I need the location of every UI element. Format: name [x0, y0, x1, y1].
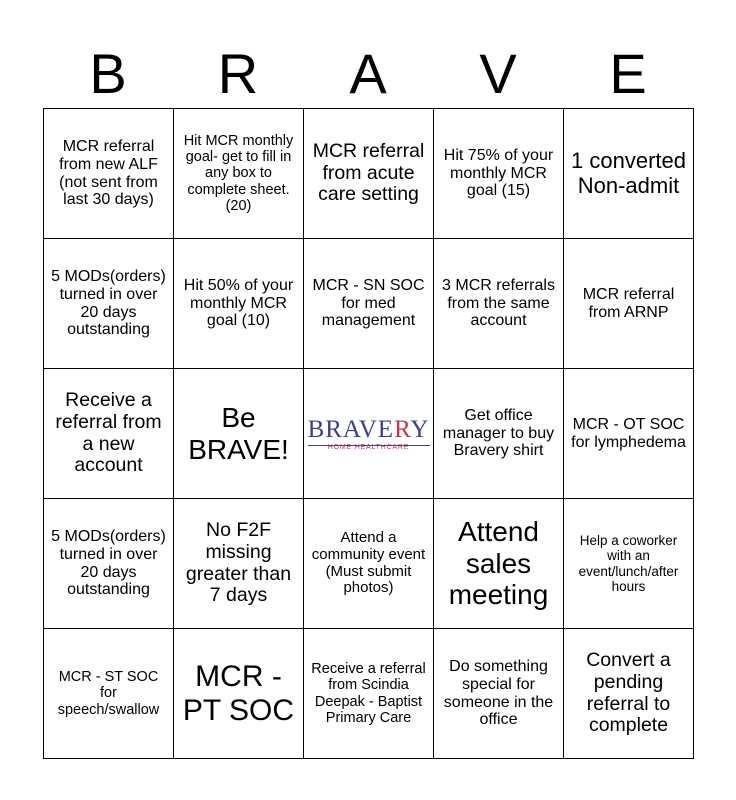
bingo-cell[interactable]: Attend a community event (Must submit photos)	[304, 499, 434, 629]
bingo-cell[interactable]: Hit 75% of your monthly MCR goal (15)	[434, 109, 564, 239]
bingo-cell[interactable]: MCR referral from new ALF (not sent from last 30 days)	[44, 109, 174, 239]
header-letter-v: V	[479, 42, 517, 105]
bingo-cell[interactable]: MCR - ST SOC for speech/swallow	[44, 629, 174, 759]
header-letter-r: R	[217, 42, 259, 105]
header-letter-e: E	[609, 42, 647, 105]
bravery-logo	[307, 415, 430, 452]
board-row	[44, 239, 694, 369]
bingo-cell[interactable]: 1 converted Non-admit	[564, 109, 694, 239]
bingo-cell[interactable]: Receive a referral from a new account	[44, 369, 174, 499]
bingo-cell[interactable]: Hit MCR monthly goal- get to fill in any box to complete sheet. (20)	[174, 109, 304, 239]
board-row	[44, 109, 694, 239]
bingo-cell[interactable]: Help a coworker with an event/lunch/after hours	[564, 499, 694, 629]
header-letter-b: B	[89, 42, 127, 105]
bingo-cell[interactable]: MCR - SN SOC for med management	[304, 239, 434, 369]
bingo-header	[43, 40, 693, 108]
logo-tagline: HOME HEALTHCARE	[327, 443, 410, 451]
bingo-cell[interactable]: 5 MODs(orders) turned in over 20 days outstanding	[44, 499, 174, 629]
board-row	[44, 629, 694, 759]
bingo-cell[interactable]: MCR referral from ARNP	[564, 239, 694, 369]
bingo-cell[interactable]: Do something special for someone in the office	[434, 629, 564, 759]
free-space-logo-cell	[304, 369, 434, 499]
bingo-cell[interactable]: 3 MCR referrals from the same account	[434, 239, 564, 369]
bingo-cell[interactable]: Receive a referral from Scindia Deepak - Baptist Primary Care	[304, 629, 434, 759]
bingo-cell[interactable]: Attend sales meeting	[434, 499, 564, 629]
bingo-cell[interactable]: Hit 50% of your monthly MCR goal (10)	[174, 239, 304, 369]
bingo-cell[interactable]: Get office manager to buy Bravery shirt	[434, 369, 564, 499]
bingo-cell[interactable]: Be BRAVE!	[174, 369, 304, 499]
bingo-cell[interactable]: 5 MODs(orders) turned in over 20 days outstanding	[44, 239, 174, 369]
board-row	[44, 369, 694, 499]
bingo-cell[interactable]: Convert a pending referral to complete	[564, 629, 694, 759]
header-letter-a: A	[349, 42, 387, 105]
logo-wordmark: BRAVERY	[307, 415, 430, 443]
bingo-board	[43, 108, 694, 759]
bingo-cell[interactable]: MCR - PT SOC	[174, 629, 304, 759]
board-row	[44, 499, 694, 629]
bingo-cell[interactable]: MCR referral from acute care setting	[304, 109, 434, 239]
bingo-cell[interactable]: No F2F missing greater than 7 days	[174, 499, 304, 629]
bingo-cell[interactable]: MCR - OT SOC for lymphedema	[564, 369, 694, 499]
